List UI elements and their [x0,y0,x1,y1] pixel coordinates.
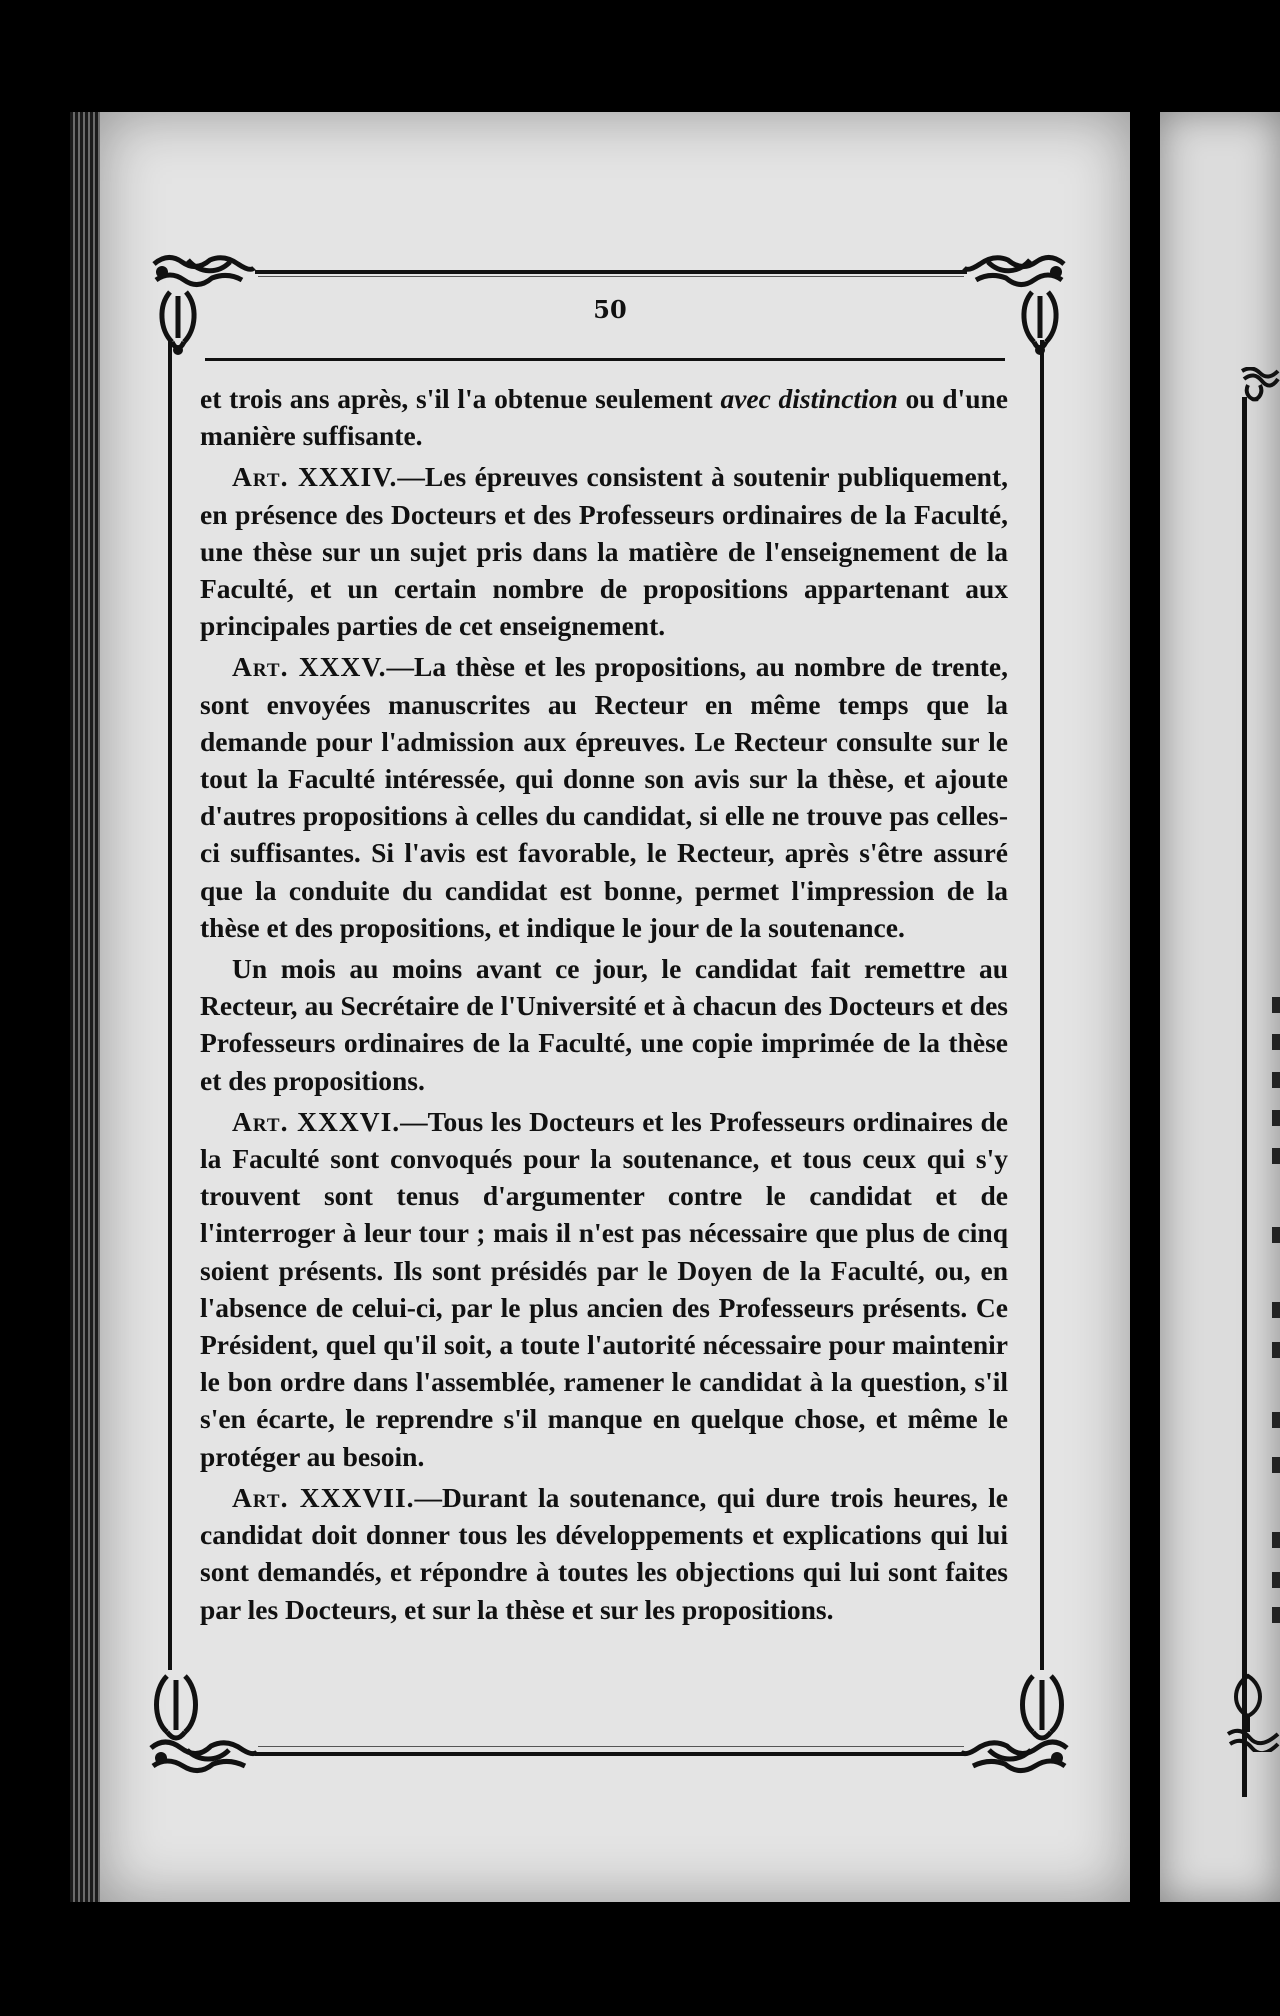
frame-bottom-rule [255,1752,967,1756]
corner-ornament-top-left-icon [148,250,258,360]
article-paragraph [200,1479,1008,1628]
article-label: Art. XXXIV. [232,461,398,493]
paragraph-text: Un mois au moins avant ce jour, le candidat fait remettre au Recteur, au Secrétaire de l'Université et à chacun des Docteurs et des Professeurs ordinaires de la Faculté, une copie imprimée de la thèse et des propositions. [200,953,1008,1096]
facing-page-text-fragment [1272,1302,1280,1318]
paragraph-text: et trois ans après, s'il l'a obtenue seulement [200,383,721,414]
paragraph [200,950,1008,1099]
paragraph-continuation [200,380,1008,454]
corner-ornament-top-right-icon [960,250,1070,360]
italic-phrase: avec distinction [720,383,898,414]
article-paragraph [200,458,1008,644]
facing-page-text-fragment [1272,1227,1280,1243]
frame-left-rule [168,340,172,1670]
paragraph-text: ou d'une manière suffisante. [200,383,1008,452]
facing-page-text-fragment [1272,1607,1280,1623]
facing-page-text-fragment [1272,1532,1280,1548]
facing-page-frame-line [1242,397,1247,1797]
facing-page-text-fragment [1272,1110,1280,1126]
facing-page-text-fragment [1272,1457,1280,1473]
facing-page-text-fragment [1272,1342,1280,1358]
facing-page-text-fragment [1272,1412,1280,1428]
facing-page-text-fragment [1272,997,1280,1013]
facing-page-text-fragment [1272,1148,1280,1164]
page-number: 50 [593,295,627,324]
frame-bottom-rule-thin [258,1746,964,1747]
facing-page-text-fragment [1272,1072,1280,1088]
header-rule [205,358,1005,361]
article-label: Art. XXXVI. [232,1105,401,1137]
page-body-text [200,380,1008,1632]
article-label: Art. XXXVII. [232,1481,415,1513]
corner-ornament-bottom-left-icon [145,1670,260,1780]
corner-ornament-bottom-right-icon [958,1670,1073,1780]
corner-ornament-icon [1222,1672,1280,1752]
facing-page-edge [1160,112,1280,1902]
article-paragraph [200,648,1008,946]
corner-ornament-icon [1240,367,1280,405]
article-label: Art. XXXV. [232,651,387,683]
frame-right-rule [1040,340,1044,1670]
facing-page-text-fragment [1272,1572,1280,1588]
frame-top-rule-thin [258,276,964,277]
article-text: —Les épreuves consistent à soutenir publiquement, en présence des Docteurs et des Professeurs ordinaires de la Faculté, une thèse sur un sujet pris dans la matière de l'enseignement de la Faculté, et un certain nombre de propositions appartenant aux principales parties de cet enseignement. [200,461,1008,642]
article-text: —Durant la soutenance, qui dure trois heures, le candidat doit donner tous les développements et explications qui lui sont demandés, et répondre à toutes les objections qui lui sont faites par les Docteurs, et sur la thèse et sur les propositions. [200,1481,1008,1625]
article-text: —Tous les Docteurs et les Professeurs ordinaires de la Faculté sont convoqués pour la soutenance, et tous ceux qui s'y trouvent sont tenus d'argumenter contre le candidat et de l'interroger à leur tour ; mais il n'est pas nécessaire que plus de cinq soient présents. Ils sont présidés par le Doyen de la Faculté, ou, en l'absence de celui-ci, par le plus ancien des Professeurs présents. Ce Président, quel qu'il soit, a toute l'autorité nécessaire pour maintenir le bon ordre dans l'assemblée, ramener le candidat à la question, s'il s'en écarte, le reprendre s'il manque en quelque chose, et même le protéger au besoin. [200,1105,1008,1472]
article-paragraph [200,1103,1008,1475]
frame-top-rule [255,270,967,274]
facing-page-text-fragment [1272,1034,1280,1050]
article-text: —La thèse et les propositions, au nombre de trente, sont envoyées manuscrites au Recteur en même temps que la demande pour l'admission aux épreuves. Le Recteur consulte sur le tout la Faculté intéressée, qui donne son avis sur la thèse, et ajoute d'autres propositions à celles du candidat, si elle ne trouve pas celles-ci suffisantes. Si l'avis est favorable, le Recteur, après s'être assuré que la conduite du candidat est bonne, permet l'impression de la thèse et des propositions, et indique le jour de la soutenance. [200,651,1008,943]
